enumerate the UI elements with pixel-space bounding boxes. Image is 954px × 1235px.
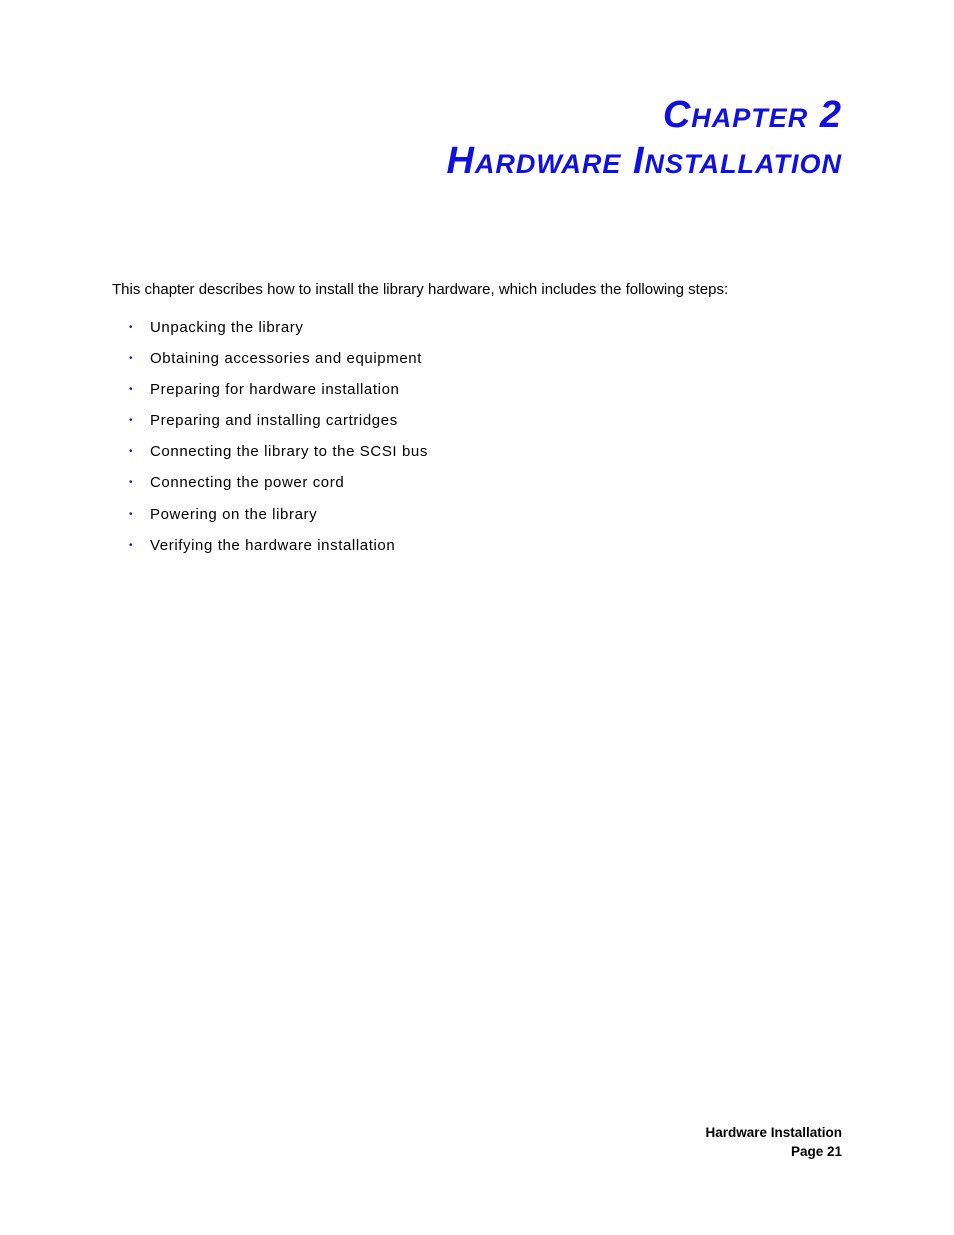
bullet-icon: • bbox=[129, 539, 134, 551]
step-text: Connecting the library to the SCSI bus bbox=[150, 443, 428, 461]
step-text: Verifying the hardware installation bbox=[150, 536, 396, 554]
step-text: Powering on the library bbox=[150, 505, 318, 523]
step-text: Obtaining accessories and equipment bbox=[150, 350, 422, 368]
list-item bbox=[112, 349, 428, 380]
bullet-icon: • bbox=[129, 353, 134, 365]
bullet-icon: • bbox=[129, 415, 134, 427]
footer-section-title: Hardware Installation bbox=[705, 1125, 842, 1140]
steps-list bbox=[112, 318, 428, 567]
list-item bbox=[112, 411, 428, 442]
page-footer bbox=[705, 1124, 842, 1161]
bullet-icon: • bbox=[129, 446, 134, 458]
chapter-title: Hardware Installation bbox=[446, 140, 842, 182]
bullet-icon: • bbox=[129, 384, 134, 396]
list-item bbox=[112, 536, 428, 567]
bullet-icon: • bbox=[129, 508, 134, 520]
step-text: Connecting the power cord bbox=[150, 474, 345, 492]
step-text: Preparing and installing cartridges bbox=[150, 412, 398, 430]
list-item bbox=[112, 473, 428, 504]
list-item bbox=[112, 442, 428, 473]
footer-page-number: Page 21 bbox=[790, 1143, 842, 1159]
chapter-heading bbox=[446, 92, 842, 184]
list-item bbox=[112, 505, 428, 536]
list-item bbox=[112, 380, 428, 411]
chapter-number: Chapter 2 bbox=[662, 94, 842, 136]
bullet-icon: • bbox=[129, 477, 134, 489]
bullet-icon: • bbox=[129, 322, 134, 333]
step-text: Unpacking the library bbox=[150, 319, 304, 336]
list-item bbox=[112, 318, 428, 349]
intro-paragraph: This chapter describes how to install the library hardware, which includes the following steps: bbox=[112, 281, 729, 298]
step-text: Preparing for hardware installation bbox=[150, 381, 400, 399]
